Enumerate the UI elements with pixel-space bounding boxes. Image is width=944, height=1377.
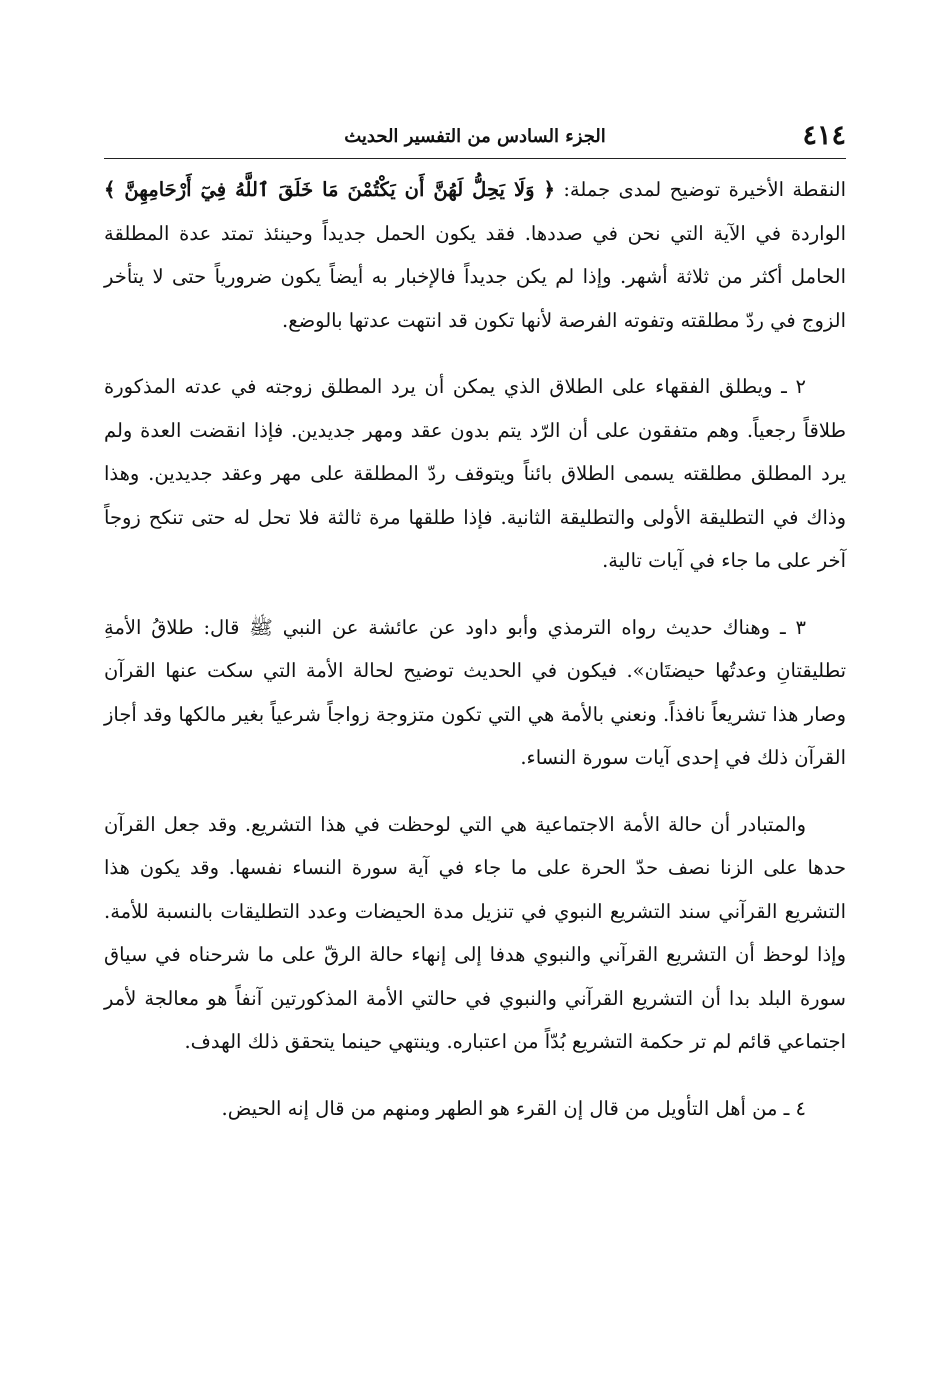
quran-verse: ﴿ وَلَا يَحِلُّ لَهُنَّ أَن يَكْتُمْنَ مَا خَلَقَ ٱللَّهُ فِيٓ أَرْحَامِهِنَّ ﴾ — [104, 178, 555, 201]
paragraph-1-rest: الواردة في الآية التي نحن في صددها. فقد يكون الحمل جديداً وحينئذ تمتد عدة المطلقة الحامل أكثر من ثلاثة أشهر. وإذا لم يكن جديداً فالإخبار به أيضاً يكون ضرورياً حتى لا يتأخر الزوج في ردّ مطلقته وتفوته الفرصة لأنها تكون قد انتهت عدتها بالوضع. — [104, 221, 846, 332]
paragraph-1-lead: النقطة الأخيرة توضيح لمدى جملة: — [554, 178, 846, 201]
running-title: الجزء السادس من التفسير الحديث — [344, 126, 606, 147]
paragraph-3: ٣ ـ وهناك حديث رواه الترمذي وأبو داود عن عائشة عن النبي ﷺ قال: طلاقُ الأمةِ تطليقتانِ وعدتُها حيضتَان». فيكون في الحديث توضيح لحالة الأمة التي سكت عنها القرآن وصار هذا تشريعاً نافذاً. ونعني بالأمة هي التي تكون متزوجة زواجاً شرعياً بغير مالكها وقد أجاز القرآن ذلك في إحدى آيات سورة النساء. — [104, 615, 846, 769]
page-header — [104, 118, 846, 159]
paragraph-4: والمتبادر أن حالة الأمة الاجتماعية هي التي لوحظت في هذا التشريع. وقد جعل القرآن حدها على الزنا نصف حدّ الحرة على ما جاء في آية سورة النساء نفسها. وقد يكون هذا التشريع القرآني سند التشريع النبوي في تنزيل مدة الحيضات وعدد التطليقات بالنسبة للأمة. وإذا لوحظ أن التشريع القرآني والنبوي هدفا إلى إنهاء حالة الرقّ على ما شرحناه في سياق سورة البلد بدا أن التشريع القرآني والنبوي في حالتي الأمة المذكورتين آنفاً هو معالجة لأمر اجتماعي قائم لم تر حكمة التشريع بُدّاً من اعتباره. وينتهي حينما يتحقق ذلك الهدف. — [104, 812, 846, 1053]
paragraph-2: ٢ ـ ويطلق الفقهاء على الطلاق الذي يمكن أن يرد المطلق زوجته في عدته المذكورة طلاقاً رجعياً. وهم متفقون على أن الرّد يتم بدون عقد ومهر جديدين. فإذا انقضت العدة ولم يرد المطلق مطلقته يسمى الطلاق بائناً ويتوقف ردّ المطلقة على مهر وعقد جديدين. وهذا وذاك في التطليقة الأولى والتطليقة الثانية. فإذا طلقها مرة ثالثة فلا تحل له حتى تنكح زوجاً آخر على ما جاء في آيات تالية. — [104, 375, 846, 572]
body-text — [104, 168, 846, 1130]
page-number: ٤١٤ — [802, 120, 846, 151]
paragraph-5: ٤ ـ من أهل التأويل من قال إن القرء هو الطهر ومنهم من قال إنه الحيض. — [221, 1096, 806, 1120]
paragraph-1 — [104, 168, 846, 342]
